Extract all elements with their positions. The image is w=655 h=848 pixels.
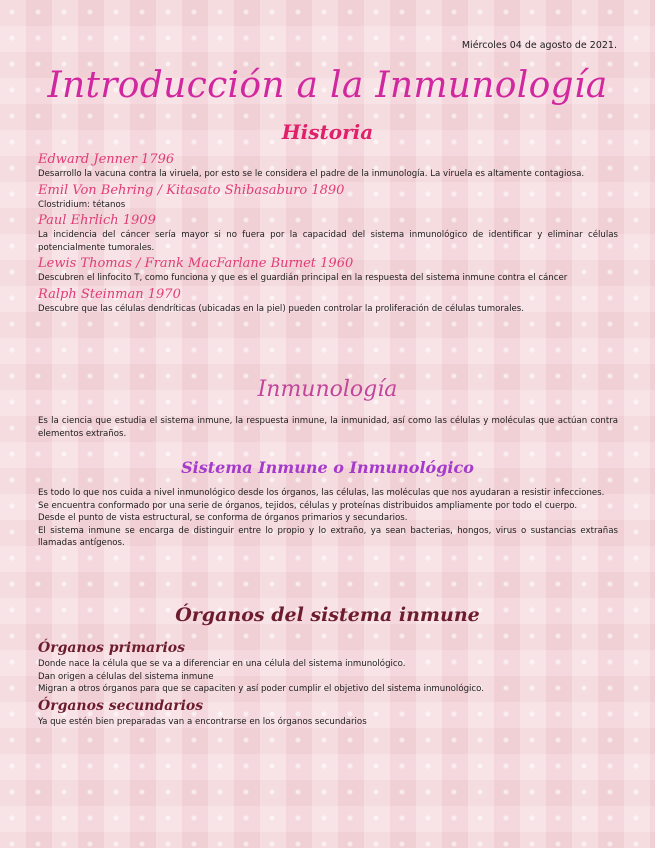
history-text: Descubre que las células dendríticas (ubicadas en la piel) pueden controlar la proliferación de células tumorales. bbox=[38, 303, 525, 314]
sistema-paragraph: Es todo lo que nos cuida a nivel inmunológico desde los órganos, las células, las moléculas que nos ayudaran a resistir infecciones. bbox=[38, 488, 605, 498]
history-text: Clostridium: tétanos bbox=[38, 199, 126, 210]
history-name: Ralph Steinman 1970 bbox=[38, 286, 181, 302]
sistema-paragraph: Desde el punto de vista estructural, se conforma de órganos primarios y secundarios. bbox=[38, 513, 408, 524]
history-name: Edward Jenner 1796 bbox=[38, 152, 175, 167]
section-heading-inmunologia: Inmunología bbox=[257, 377, 398, 402]
sistema-paragraph: Se encuentra conformado por una serie de órganos, tejidos, células y proteínas distribuidos ampliamente por todo el cuerpo. bbox=[38, 500, 578, 511]
section-heading-sistema: Sistema Inmune o Inmunológico bbox=[181, 458, 474, 477]
history-text: La incidencia del cáncer sería mayor si no fuera por la capacidad del sistema inmunológico de identificar y eliminar células potencialmente tumorales. bbox=[38, 230, 618, 253]
organos-section bbox=[38, 638, 618, 728]
subheading-secundarios: Órganos secundarios bbox=[38, 697, 204, 714]
secundarios-line: Ya que estén bien preparadas van a encontrarse en los órganos secundarios bbox=[38, 716, 367, 727]
history-name: Lewis Thomas / Frank MacFarlane Burnet 1960 bbox=[38, 256, 354, 272]
history-name: Emil Von Behring / Kitasato Shibasaburo 1890 bbox=[38, 182, 345, 198]
history-section bbox=[38, 151, 618, 317]
inmunologia-text: Es la ciencia que estudia el sistema inmune, la respuesta inmune, la inmunidad, así como las células y moléculas que actúan contra elementos extraños. bbox=[38, 416, 618, 439]
date-text: Miércoles 04 de agosto de 2021. bbox=[461, 40, 617, 51]
sistema-section bbox=[38, 487, 618, 550]
page-title: Introducción a la Inmunología bbox=[47, 65, 608, 106]
section-heading-historia: Historia bbox=[281, 120, 374, 144]
primarios-line: Migran a otros órganos para que se capaciten y así poder cumplir el objetivo del sistema inmunológico. bbox=[38, 684, 484, 695]
inmunologia-section bbox=[38, 415, 618, 440]
history-name: Paul Ehrlich 1909 bbox=[38, 213, 156, 229]
subheading-primarios: Órganos primarios bbox=[38, 640, 185, 656]
history-text: Desarrollo la vacuna contra la viruela, por esto se le considera el padre de la inmunología. La viruela es altamente contagiosa. bbox=[38, 169, 585, 179]
history-text: Descubren el linfocito T, como funciona y que es el guardián principal en la respuesta del sistema inmune contra el cáncer bbox=[38, 273, 568, 284]
sistema-paragraph: El sistema inmune se encarga de distinguir entre lo propio y lo extraño, ya sean bacterias, hongos, virus o sustancias extrañas llamadas antígenos. bbox=[38, 525, 618, 549]
primarios-line: Dan origen a células del sistema inmune bbox=[38, 671, 214, 682]
section-heading-organos: Órganos del sistema inmune bbox=[175, 604, 480, 626]
primarios-line: Donde nace la célula que se va a diferenciar en una célula del sistema inmunológico. bbox=[38, 659, 406, 669]
